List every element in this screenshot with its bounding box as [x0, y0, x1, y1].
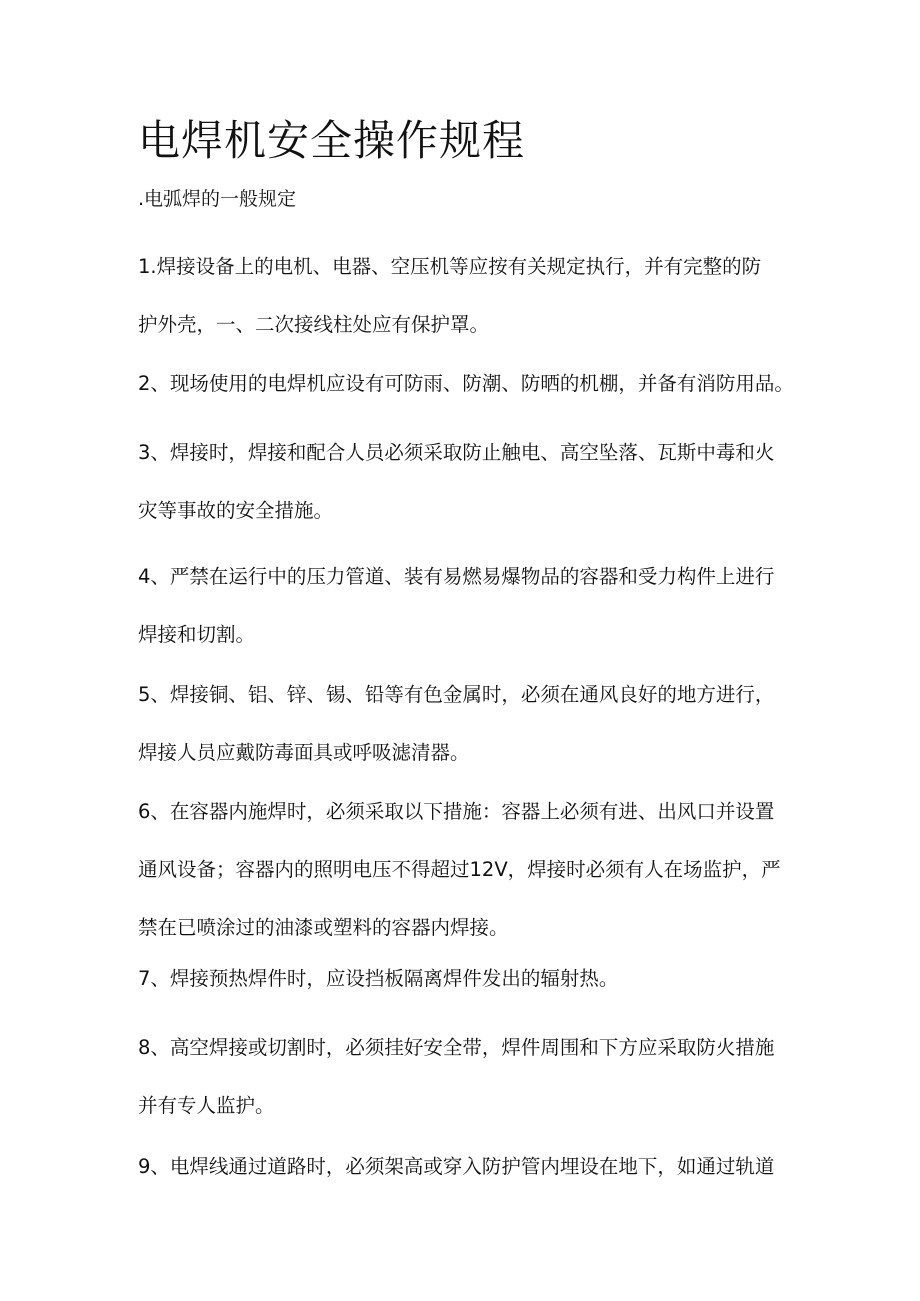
paragraph-line: 焊接和切割。 — [138, 623, 256, 646]
paragraph-line: 2、现场使用的电焊机应设有可防雨、防潮、防晒的机棚，并备有消防用品。 — [138, 372, 794, 395]
page-title: 电焊机安全操作规程 — [138, 116, 526, 165]
paragraph-line: 7、焊接预热焊件时，应设挡板隔离焊件发出的辐射热。 — [138, 967, 619, 990]
paragraph-line: 灾等事故的安全措施。 — [138, 499, 334, 522]
paragraph-8 — [138, 1019, 800, 1135]
paragraph-line: 护外壳，一、二次接线柱处应有保护罩。 — [138, 313, 490, 336]
paragraph-6 — [138, 783, 800, 957]
paragraph-line: 5、焊接铜、铝、锌、锡、铅等有色金属时，必须在通风良好的地方进行， — [138, 683, 775, 706]
paragraph-line: 9、电焊线通过道路时，必须架高或穿入防护管内埋设在地下，如通过轨道 — [138, 1155, 775, 1178]
paragraph-line: 4、严禁在运行中的压力管道、装有易燃易爆物品的容器和受力构件上进行 — [138, 565, 775, 588]
paragraph-line: 并有专人监护。 — [138, 1094, 275, 1117]
paragraph-4 — [138, 548, 800, 664]
paragraph-line: 禁在已喷涂过的油漆或塑料的容器内焊接。 — [138, 916, 509, 939]
section-heading: .电弧焊的一般规定 — [138, 188, 297, 210]
paragraph-3 — [138, 424, 800, 540]
paragraph-line: 8、高空焊接或切割时，必须挂好安全带，焊件周围和下方应采取防火措施 — [138, 1036, 775, 1059]
paragraph-line: 3、焊接时，焊接和配合人员必须采取防止触电、高空坠落、瓦斯中毒和火 — [138, 441, 775, 464]
paragraph-7 — [138, 950, 800, 1008]
paragraph-2 — [138, 355, 800, 413]
paragraph-1 — [138, 238, 800, 354]
paragraph-9 — [138, 1138, 800, 1196]
paragraph-line: 通风设备；容器内的照明电压不得超过12V，焊接时必须有人在场监护，严 — [138, 858, 781, 881]
paragraph-line: 1.焊接设备上的电机、电器、空压机等应按有关规定执行，并有完整的防 — [138, 255, 762, 278]
paragraph-line: 焊接人员应戴防毒面具或呼吸滤清器。 — [138, 741, 470, 764]
paragraph-line: 6、在容器内施焊时，必须采取以下措施：容器上必须有进、出风口并设置 — [138, 800, 775, 823]
paragraph-5 — [138, 666, 800, 782]
